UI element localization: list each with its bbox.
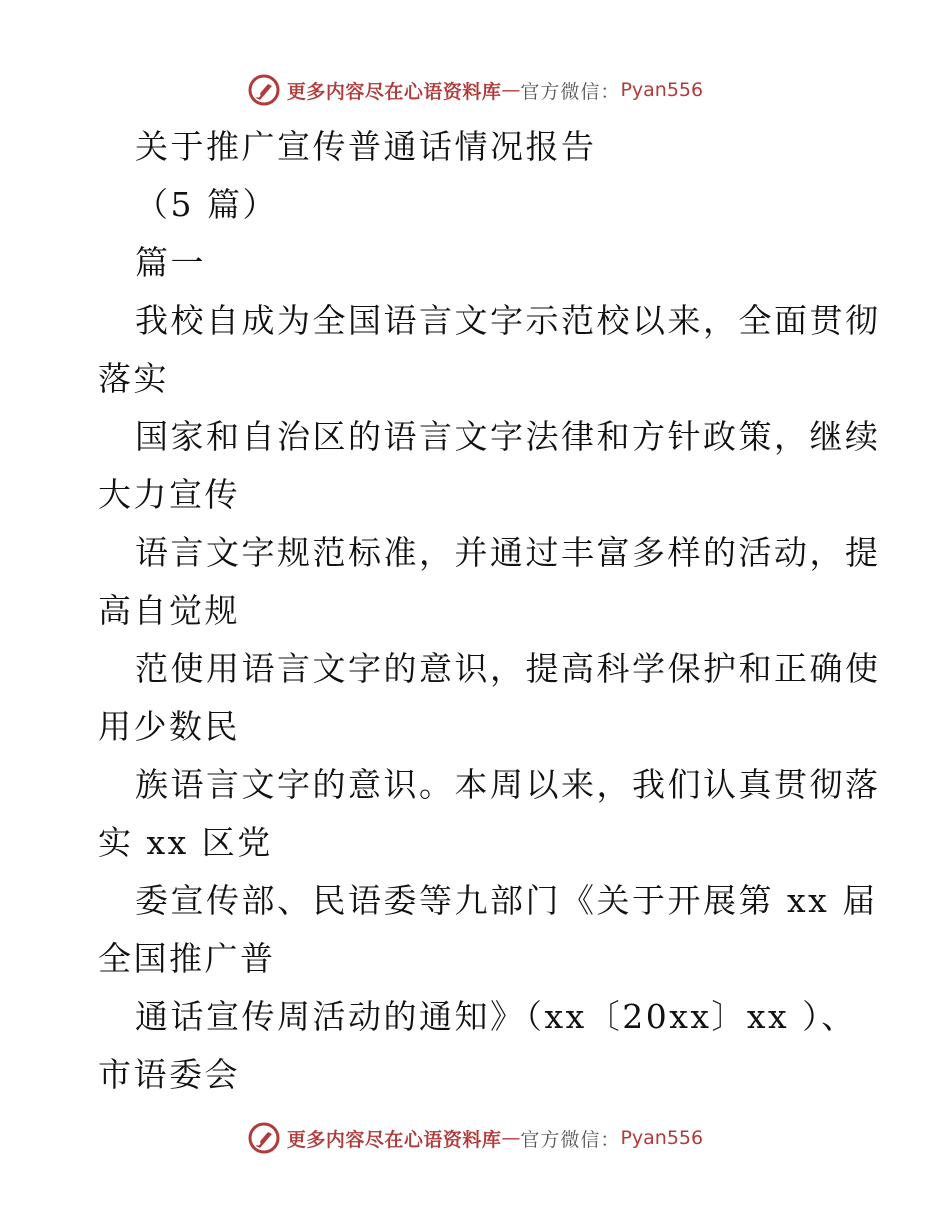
paragraph-line: 市语委会: [98, 1055, 240, 1094]
header-watermark-banner: [0, 70, 950, 110]
banner-main-text: 更多内容尽在心语资料库: [286, 80, 502, 103]
paragraph-line: 国家和自治区的语言文字法律和方针政策，继续: [135, 417, 881, 456]
paragraph-line: 委宣传部、民语委等九部门《关于开展第 xx 届: [135, 881, 878, 920]
banner-separator: —: [501, 1127, 521, 1149]
document-title: 关于推广宣传普通话情况报告: [135, 127, 597, 166]
paragraph-line: 全国推广普: [98, 939, 276, 978]
paragraph-line: 高自觉规: [98, 591, 240, 630]
banner-wechat-label: 官方微信：: [520, 1128, 621, 1151]
paragraph-line: 我校自成为全国语言文字示范校以来，全面贯彻: [135, 301, 881, 340]
paragraph-line: 通话宣传周活动的通知》（xx〔20xx〕xx ）、: [135, 997, 857, 1036]
banner-wechat-id: Pyan556: [620, 79, 704, 101]
paragraph-line: 大力宣传: [98, 475, 240, 514]
banner-wechat-id: Pyan556: [620, 1127, 704, 1149]
paragraph-line: 范使用语言文字的意识，提高科学保护和正确使: [135, 649, 881, 688]
paragraph-line: 实 xx 区党: [98, 823, 273, 862]
paragraph-line: 语言文字规范标准，并通过丰富多样的活动，提: [135, 533, 881, 572]
pen-logo-icon: [247, 1121, 281, 1155]
banner-wechat-label: 官方微信：: [520, 80, 621, 103]
paragraph-line: 族语言文字的意识。本周以来，我们认真贯彻落: [135, 765, 881, 804]
document-body: [98, 118, 881, 1104]
paragraph-line: 用少数民: [98, 707, 240, 746]
banner-main-text: 更多内容尽在心语资料库: [286, 1128, 502, 1151]
document-count: （5 篇）: [135, 185, 278, 224]
paragraph-line: 落实: [98, 359, 169, 398]
footer-watermark-banner: [0, 1118, 950, 1158]
banner-separator: —: [501, 79, 521, 101]
pen-logo-icon: [247, 73, 281, 107]
section-heading: 篇一: [135, 243, 206, 282]
